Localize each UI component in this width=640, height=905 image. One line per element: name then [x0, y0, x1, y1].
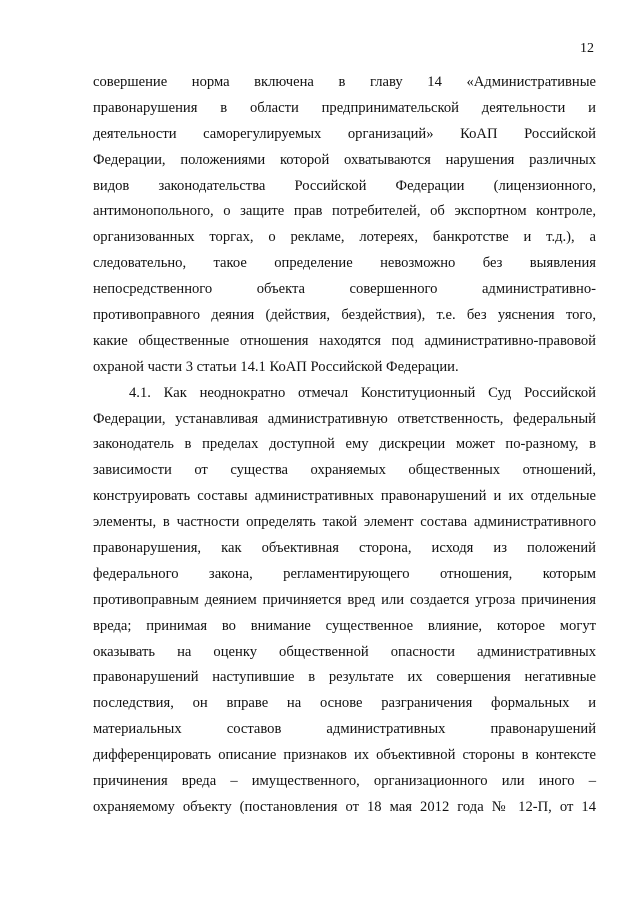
text-line: последствия, он вправе на основе разграничения формальных и	[93, 695, 596, 712]
text-line: антимонопольного, о защите прав потребителей, об экспортном контроле,	[93, 203, 596, 220]
text-line: конструировать составы административных правонарушений и их отдельные	[93, 488, 596, 505]
text-line: оказывать на оценку общественной опасности административных	[93, 643, 596, 660]
text-line: причинения вреда – имущественного, организационного или иного –	[93, 773, 596, 790]
text-line: охраной части 3 статьи 14.1 КоАП Российской Федерации.	[93, 358, 459, 375]
text-line: Федерации, положениями которой охватываются нарушения различных	[93, 151, 596, 168]
text-line: федерального закона, регламентирующего отношения, которым	[93, 565, 596, 582]
text-line: дифференцировать описание признаков их объективной стороны в контексте	[93, 747, 596, 764]
text-line: противоправным деянием причиняется вред или создается угроза причинения	[93, 591, 596, 608]
text-line: вреда; принимая во внимание существенное влияние, которое могут	[93, 617, 596, 634]
text-line: какие общественные отношения находятся под административно-правовой	[93, 332, 596, 349]
text-line: зависимости от существа охраняемых общественных отношений,	[93, 462, 596, 479]
text-line: организованных торгах, о рекламе, лотереях, банкротстве и т.д.), а	[93, 229, 596, 246]
text-line: следовательно, такое определение невозможно без выявления	[93, 255, 596, 272]
text-line: правонарушения в области предпринимательской деятельности и	[93, 99, 596, 116]
text-line: элементы, в частности определять такой элемент состава административного	[93, 514, 596, 531]
text-line: совершение норма включена в главу 14 «Административные	[93, 74, 596, 90]
paragraph-2	[93, 381, 596, 821]
text-line: 4.1. Как неоднократно отмечал Конституционный Суд Российской	[129, 384, 596, 401]
paragraph-1	[93, 70, 596, 381]
text-line: материальных составов административных правонарушений	[93, 721, 596, 738]
text-line: видов законодательства Российской Федерации (лицензионного,	[93, 177, 596, 194]
text-line: охраняемому объекту (постановления от 18 мая 2012 года № 12-П, от 14	[93, 798, 596, 815]
text-line: противоправного деяния (действия, бездействия), т.е. без уяснения того,	[93, 307, 596, 324]
page-number: 12	[580, 41, 594, 56]
text-line: правонарушения, как объективная сторона, исходя из положений	[93, 540, 596, 557]
text-line: правонарушений наступившие в результате их совершения негативные	[93, 669, 596, 686]
text-line: непосредственного объекта совершенного административно-	[93, 281, 596, 298]
text-line: законодатель в пределах доступной ему дискреции может по-разному, в	[93, 436, 596, 453]
text-line: Федерации, устанавливая административную ответственность, федеральный	[93, 410, 596, 427]
text-line: деятельности саморегулируемых организаций» КоАП Российской	[93, 125, 596, 142]
document-body	[93, 70, 596, 821]
